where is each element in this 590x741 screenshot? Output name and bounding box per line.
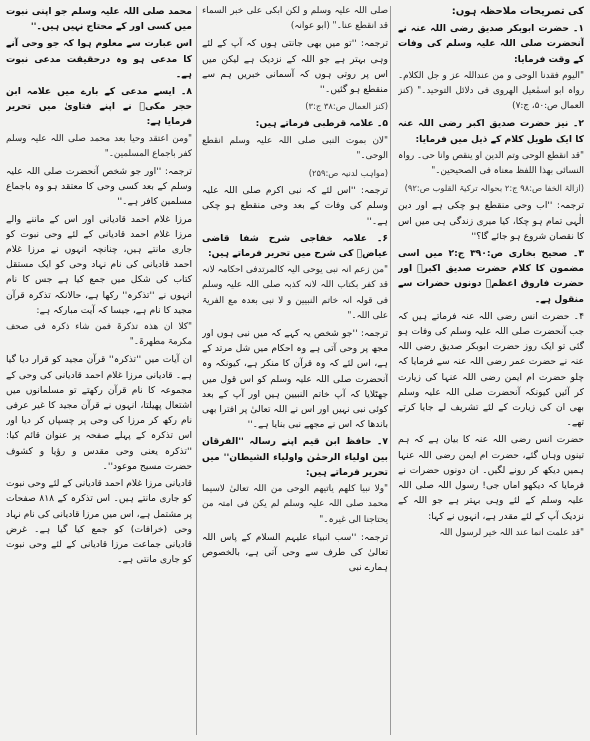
paragraph: ۷۔ حافظ ابن قیم اپنے رسالہ ''الفرقان بین اولیاء الرحمٰن واولیاء الشیطان'' میں تحریر فرماتے ہیں:: [202, 436, 388, 478]
paragraph: محمد صلی اللہ علیہ وسلم جو اپنی نبوت میں کسی اور کے محتاج نہیں ہیں۔'': [6, 6, 192, 33]
paragraph: (کنز العمال ص:۳۸ ج:۳): [305, 101, 388, 112]
paragraph: "ومن اعتقد وحیا بعد محمد صلی اللہ علیہ وسلم کفر باجماع المسلمین۔": [6, 133, 192, 159]
paragraph: "ولا نبیا کلھم یاتیھم الوحی من اللہ تعالیٰ لاسیما محمد صلی اللہ علیہ وسلم لم یکن فی امتہ من یحتاجنا الی غیرہ۔": [202, 484, 388, 525]
paragraph: ان آیات میں ''تذکرہ'' قرآن مجید کو قرار دیا گیا ہے۔ قادیانی مرزا غلام احمد قادیانی کی وحی کے مجموعہ کا نام قرآن رکھتے تو مسلمانوں میں اشتعال پھیلتا، انہوں نے قرآن مجید کا غیر عرفی نام رکھ کر مرزا کی وحی پر چسپاں کر دیا اور اس تذکرہ کے پہلے صفحہ پر عنوان قائم کیا: ''تذکرہ یعنی وحی مقدس و رؤیا و کشوف حضرت مسیح موعود''۔: [6, 354, 192, 472]
column-divider-left: [196, 6, 197, 735]
paragraph: ۱۔ حضرت ابوبکر صدیق رضی اللہ عنہ نے آنحضرت صلی اللہ علیہ وسلم کی وفات کے وقت فرمایا:: [398, 23, 584, 65]
paragraph: ۸۔ ایسے مدعی کے بارے میں علامہ ابن حجر مکیؒ نے اپنے فتاویٰ میں تحریر فرمایا ہے:: [6, 86, 192, 128]
paragraph: ۴۔ حضرت انس رضی اللہ عنہ فرماتے ہیں کہ جب آنحضرت صلی اللہ علیہ وسلم کی وفات ہو گئی تو ایک روز حضرت ابوبکر صدیق رضی اللہ عنہ نے حضرت عمر رضی اللہ عنہ سے فرمایا کہ چلو حضرت ام ایمن رضی اللہ عنہا کی زیارت کر آئیں کیونکہ آنحضرت صلی اللہ علیہ وسلم بھی ان کی زیارت کے لئے تشریف لے جایا کرتے تھے۔: [398, 310, 584, 429]
paragraph: "قد انقطع الوحی وتم الدین او ینقص وانا حی۔ رواہ النسائی بھذا اللفظ معناہ فی الصحیحین۔": [398, 150, 584, 177]
paragraph: ۵۔ علامہ قرطبی فرماتے ہیں:: [255, 118, 388, 130]
paragraph: کی تصریحات ملاحظہ ہوں:: [451, 6, 584, 17]
paragraph: "کلا ان ھذہ تذکرۃ فمن شاء ذکرہ فی صحف مکرمۃ مطھرۃ۔": [6, 322, 192, 348]
text-column-left: [6, 4, 192, 737]
paragraph: مرزا غلام احمد قادیانی اور اس کے ماننے والے مرزا غلام احمد قادیانی کے لئے وحی نبوت کو جاری مانتے ہیں، چنانچہ انہوں نے مرزا غلام احمد قادیانی کی نام نہاد وحی کو ایک مستقل کتاب کی شکل میں جمع کیا ہے جس کا نام انہوں نے ''تذکرہ'' رکھا ہے، حالانکہ تذکرہ قرآن مجید کا نام ہے، جیسا کہ آیت مبارکہ ہے:: [6, 213, 192, 316]
paragraph: اس عبارت سے معلوم ہوا کہ جو وحی آنے کا مدعی ہو وہ درحقیقت مدعی نبوت ہے۔: [6, 38, 192, 80]
paragraph: (ازالۃ الخفا ص:۹۸ ج:۲ بحوالہ ترکیۃ القلوب ص:۹۲): [404, 183, 584, 194]
text-column-right: [398, 4, 584, 737]
paragraph: "من زعم انہ نبی یوحی الیہ کالمرتدفی احکامہ لانہ قد کفر بکتاب اللہ لانہ کذبہ صلی اللہ علیہ وسلم فی قولہ انہ خاتم النبیین و لا نبی بعدہ مع الفریۃ علی اللہ۔": [202, 265, 388, 321]
paragraph: ۶۔ علامہ خفاجی شرح شفا قاضی عیاضؒ کی شرح میں تحریر فرماتے ہیں:: [202, 232, 388, 260]
text-columns: [6, 4, 584, 737]
paragraph: ترجمہ: ''اور جو شخص آنحضرت صلی اللہ علیہ وسلم کے بعد کسی وحی کا معتقد ہو وہ باجماع مسلمین کافر ہے۔'': [6, 166, 192, 208]
paragraph: حضرت انس رضی اللہ عنہ کا بیان ہے کہ ہم تینوں وہاں گئے، حضرت ام ایمن رضی اللہ عنہا ہمیں دیکھ کر رونے لگیں۔ ان دونوں حضرات نے فرمایا کہ دیکھو اماں جی! رسول اللہ صلی اللہ علیہ وسلم کے لئے وہی بہتر ہے جو اللہ کے نزدیک آپ کے لئے مقدر ہے، انہوں نے کہا:: [398, 434, 584, 522]
text-column-middle: [202, 4, 388, 737]
paragraph: ۳۔ صحیح بخاری ص:۳۹۰ ج:۲ میں اسی مضمون کا کلام حضرت صدیق اکبرؓ اور حضرت فاروق اعظمؓ دونوں حضرات سے منقول ہے۔: [398, 248, 584, 305]
paragraph: "لان بموت النبی صلی اللہ علیہ وسلم انقطع الوحی۔": [202, 135, 388, 161]
paragraph: ۲۔ نیز حضرت صدیق اکبر رضی اللہ عنہ کا ایک طویل کلام کے ذیل میں فرمایا:: [398, 118, 584, 145]
paragraph: صلی اللہ علیہ وسلم و لکن ابکی علی خبر السماء قد انقطع عنا۔" (ابو عوانہ): [202, 6, 388, 32]
column-divider-right: [390, 6, 391, 735]
paragraph: "قد علمت انما عند اللہ خیر لرسول اللہ: [439, 527, 584, 538]
paragraph: ترجمہ: ''اس لئے کہ نبی اکرم صلی اللہ علیہ وسلم کی وفات کے بعد وحی منقطع ہو چکی ہے۔'': [202, 185, 388, 227]
paragraph: ترجمہ: ''تو میں بھی جانتی ہوں کہ آپ کے لئے وہی بہتر ہے جو اللہ کے نزدیک ہے لیکن میں اس پر روتی ہوں کہ آسمانی خبریں ہم سے منقطع ہو گئیں۔'': [202, 38, 388, 96]
paragraph: ترجمہ: ''سب انبیاء علیہم السلام کے پاس اللہ تعالیٰ کی طرف سے وحی آتی ہے، بالخصوص ہمارے نبی: [202, 531, 388, 574]
paragraph: "الیوم فقدنا الوحی و من عنداللہ عز و جل الکلام۔ رواہ ابو اسمٰعیل الھروی فی دلائل التوحید۔" (کنز العمال ص:۵۰، ج:۷): [398, 70, 584, 112]
paragraph: (مواہب لدنیہ ص:۲۵۹): [308, 168, 388, 179]
paragraph: ترجمہ: ''اب وحی منقطع ہو چکی ہے اور دین الٰہی تمام ہو چکا، کیا میری زندگی ہی میں اس کا نقصان شروع ہو جائے گا؟'': [398, 200, 584, 242]
paragraph: قادیانی مرزا غلام احمد قادیانی کے لئے وحی نبوت کو جاری مانتے ہیں۔ اس تذکرہ کے ۸۱۸ صفحات پر مشتمل ہے، اس میں مرزا قادیانی کی نام نہاد وحی (خرافات) کو جمع کیا گیا ہے۔ غرض قادیانی جماعت مرزا قادیانی کے لئے وحی نبوت کو جاری مانتی ہے۔: [6, 478, 192, 566]
paragraph: ترجمہ: ''جو شخص یہ کہے کہ میں نبی ہوں اور مجھ پر وحی آتی ہے وہ احکام میں شل مرتد کے ہے، اس لئے کہ وہ قرآن کا منکر ہے، کیونکہ وہ آنحضرت صلی اللہ علیہ وسلم کو اس قول میں جھٹلایا کہ آپ خاتم النبیین ہیں اور آپ کے بعد کوئی نبی نہیں اور اس نے اللہ تعالیٰ پر افترا بھی باندھا کہ اس نے مجھے نبی بنایا ہے۔'': [202, 328, 388, 431]
